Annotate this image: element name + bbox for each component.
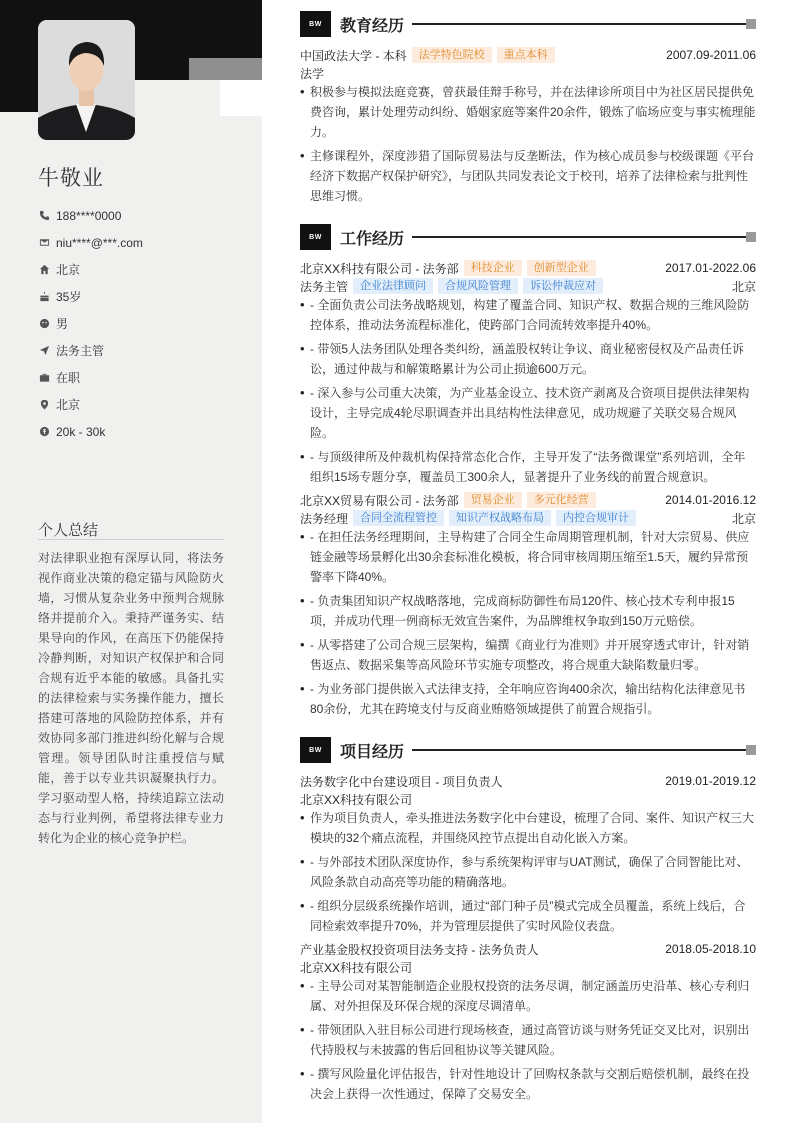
- section-divider: [412, 236, 746, 238]
- info-position-text: 法务主管: [56, 344, 105, 358]
- job-1-bullets: [300, 295, 756, 491]
- send-icon: [38, 345, 50, 357]
- project-1-header: [300, 772, 756, 790]
- info-age-text: 35岁: [56, 290, 82, 304]
- decor-block-black-mid: [135, 58, 189, 80]
- home-icon: [38, 264, 50, 276]
- education-entry-header: [300, 46, 756, 64]
- info-status-text: 在职: [56, 371, 81, 385]
- project-1-company-line: [300, 790, 756, 808]
- summary-title: 个人总结: [38, 522, 99, 539]
- education-section-title: 教育经历: [340, 17, 405, 35]
- info-email-text: niu****@***.com: [56, 235, 143, 250]
- section-end-square: [746, 19, 756, 29]
- job-tag: 贸易企业: [464, 492, 522, 508]
- location-icon: [38, 399, 50, 411]
- job-2-date: 2014.01-2016.12: [665, 493, 756, 507]
- section-logo-icon: BW: [300, 11, 331, 37]
- job-tag: 创新型企业: [527, 260, 596, 276]
- education-section-header: [300, 11, 756, 37]
- list-item: • - 与顶级律所及仲裁机构保持常态化合作，主导开发了“法务微课堂”系列培训，全年组织15场专题分享，覆盖员工300余人，显著提升了业务线的前置合规意识。: [300, 447, 756, 487]
- list-item: • - 负责集团知识产权战略落地，完成商标防御性布局120件、核心技术专利申报15项，并成功代理一例商标无效宣告案件，为品牌维权争取到150万元赔偿。: [300, 591, 756, 631]
- section-divider: [412, 749, 746, 751]
- project-1-date: 2019.01-2019.12: [665, 774, 756, 788]
- role-tag: 企业法律顾问: [353, 278, 433, 294]
- contact-info-list: [38, 202, 248, 445]
- info-city-text: 北京: [56, 263, 81, 277]
- info-phone-text: 188****0000: [56, 208, 122, 223]
- job-tag: 多元化经营: [527, 492, 596, 508]
- section-divider: [412, 23, 746, 25]
- info-phone: [38, 202, 248, 229]
- project-2-company: 北京XX科技有限公司: [300, 960, 413, 975]
- section-logo-icon: BW: [300, 737, 331, 763]
- project-2-header: [300, 940, 756, 958]
- role-tag: 知识产权战略布局: [449, 510, 551, 526]
- project-2-bullets: [300, 976, 756, 1108]
- list-item: • - 主导公司对某智能制造企业股权投资的法务尽调，制定涵盖历史沿革、核心专利归属、对外担保及环保合规的深度尽调清单。: [300, 976, 756, 1016]
- education-major-line: [300, 64, 756, 82]
- work-section-title: 工作经历: [340, 230, 405, 248]
- summary-text: 对法律职业抱有深厚认同，将法务视作商业决策的稳定锚与风险防火墙，习惯从复杂业务中预判合规脉络并提前介入。秉持严谨务实、结果导向的作风，在高压下仍能保持冷静判断，对知识产权保护和合同合规有近乎本能的敏感。具备扎实的法律检索与实务操作能力，擅长搭建可落地的风险防控体系，并有效协同多部门推进纠纷化解与合规管理。领导团队时注重授信与赋能，善于以专业共识凝聚执行力。学习驱动型人格，持续追踪立法动态与行业判例，希望将法律专业力转化为企业的核心竞争护栏。: [38, 551, 224, 845]
- job-1-role: 法务主管: [300, 279, 349, 294]
- job-1-header: [300, 259, 756, 277]
- list-item: • - 从零搭建了公司合规三层架构，编撰《商业行为准则》并开展穿透式审计，针对销售返点、数据采集等高风险环节实施专项整改，将合规重大缺陷数量归零。: [300, 635, 756, 675]
- project-1-name: 法务数字化中台建设项目 - 项目负责人: [300, 774, 503, 789]
- info-location: [38, 391, 248, 418]
- list-item: • - 组织分层级系统操作培训，通过“部门种子员”模式完成全员覆盖，系统上线后，合同检索效率提升70%，并为管理层提供了实时风险仪表盘。: [300, 896, 756, 936]
- role-tag: 内控合规审计: [556, 510, 636, 526]
- list-item: • - 为业务部门提供嵌入式法律支持，全年响应咨询400余次，输出结构化法律意见书80余份，尤其在跨境支付与反商业贿赂领域提供了前置合规指引。: [300, 679, 756, 719]
- projects-section-header: [300, 737, 756, 763]
- profile-photo: [38, 20, 135, 140]
- info-location-text: 北京: [56, 398, 81, 412]
- project-2-date: 2018.05-2018.10: [665, 942, 756, 956]
- info-city: [38, 256, 248, 283]
- list-item: • 积极参与模拟法庭竞赛，曾获最佳辩手称号，并在法律诊所项目中为社区居民提供免费咨询，累计处理劳动纠纷、婚姻家庭等案件20余件，锻炼了临场应变与事实梳理能力。: [300, 82, 756, 142]
- info-gender-text: 男: [56, 317, 69, 331]
- info-status: [38, 364, 248, 391]
- job-2-header: [300, 491, 756, 509]
- section-end-square: [746, 745, 756, 755]
- job-2-company: 北京XX贸易有限公司 - 法务部: [300, 493, 459, 508]
- project-1-company: 北京XX科技有限公司: [300, 792, 413, 807]
- list-item: • - 全面负责公司法务战略规划，构建了覆盖合同、知识产权、数据合规的三维风险防控体系，推动法务流程标准化，使跨部门合同流转效率提升40%。: [300, 295, 756, 335]
- education-date: 2007.09-2011.06: [666, 48, 756, 62]
- decor-block-gray: [189, 58, 262, 80]
- info-salary-text: 20k - 30k: [56, 424, 106, 439]
- info-age: [38, 283, 248, 310]
- sidebar: [0, 0, 262, 1123]
- project-2-name: 产业基金股权投资项目法务支持 - 法务负责人: [300, 942, 539, 957]
- job-2-city: 北京: [731, 511, 756, 526]
- education-tag: 法学特色院校: [412, 47, 492, 63]
- education-bullets: [300, 82, 756, 210]
- work-section-header: [300, 224, 756, 250]
- gender-icon: [38, 318, 50, 330]
- role-tag: 诉讼仲裁应对: [523, 278, 603, 294]
- briefcase-icon: [38, 372, 50, 384]
- salary-icon: [38, 426, 50, 438]
- job-1-role-line: [300, 277, 756, 295]
- info-gender: [38, 310, 248, 337]
- list-item: • - 带领5人法务团队处理各类纠纷，涵盖股权转让争议、商业秘密侵权及产品责任诉讼，通过仲裁与和解策略累计为公司止损逾600万元。: [300, 339, 756, 379]
- job-2-role: 法务经理: [300, 511, 349, 526]
- role-tag: 合同全流程管控: [353, 510, 444, 526]
- list-item: • 主修课程外，深度涉猎了国际贸易法与反垄断法，作为核心成员参与校级课题《平台经济下数据产权保护研究》，与团队共同发表论文于校刊，培养了法律检索与批判性思维习惯。: [300, 146, 756, 206]
- job-tag: 科技企业: [464, 260, 522, 276]
- education-tag: 重点本科: [497, 47, 555, 63]
- info-position: [38, 337, 248, 364]
- list-item: • - 深入参与公司重大决策，为产业基金设立、技术资产剥离及合资项目提供法律架构设计，主导完成4轮尽职调查并出具结构性法律意见，成功规避了关联交易合规风险。: [300, 383, 756, 443]
- cake-icon: [38, 291, 50, 303]
- info-salary: [38, 418, 248, 445]
- mail-icon: [38, 237, 50, 249]
- list-item: • - 撰写风险量化评估报告，针对性地设计了回购权条款与交割后赔偿机制，最终在投决会上获得一次性通过，保障了交易安全。: [300, 1064, 756, 1104]
- candidate-name: 牛敬业: [38, 167, 104, 190]
- job-1-company: 北京XX科技有限公司 - 法务部: [300, 261, 459, 276]
- job-2-bullets: [300, 527, 756, 723]
- section-end-square: [746, 232, 756, 242]
- summary-divider: [38, 539, 224, 540]
- job-1-date: 2017.01-2022.06: [665, 261, 756, 275]
- list-item: • - 与外部技术团队深度协作，参与系统架构评审与UAT测试，确保了合同智能比对、风险条款自动高亮等功能的精确落地。: [300, 852, 756, 892]
- decor-block-black-left: [0, 58, 38, 112]
- list-item: • - 带领团队入驻目标公司进行现场核查，通过高管访谈与财务凭证交叉比对，识别出代持股权与未披露的售后回租协议等关键风险。: [300, 1020, 756, 1060]
- phone-icon: [38, 210, 50, 222]
- project-1-bullets: [300, 808, 756, 940]
- job-2-role-line: [300, 509, 756, 527]
- section-logo-icon: BW: [300, 224, 331, 250]
- projects-section-title: 项目经历: [340, 743, 405, 761]
- job-1-city: 北京: [731, 279, 756, 294]
- education-school: 中国政法大学 - 本科: [300, 48, 407, 63]
- info-email: [38, 229, 248, 256]
- list-item: • 作为项目负责人，牵头推进法务数字化中台建设，梳理了合同、案件、知识产权三大模块的32个痛点流程，并围绕风控节点提出自动化嵌入方案。: [300, 808, 756, 848]
- list-item: • - 在担任法务经理期间，主导构建了合同全生命周期管理机制，针对大宗贸易、供应链金融等场景孵化出30余套标准化模板，将合同审核周期压缩至1.5天，履约异常预警率下降40%。: [300, 527, 756, 587]
- project-2-company-line: [300, 958, 756, 976]
- role-tag: 合规风险管理: [438, 278, 518, 294]
- decor-block-white: [220, 80, 262, 116]
- education-major: 法学: [300, 66, 325, 81]
